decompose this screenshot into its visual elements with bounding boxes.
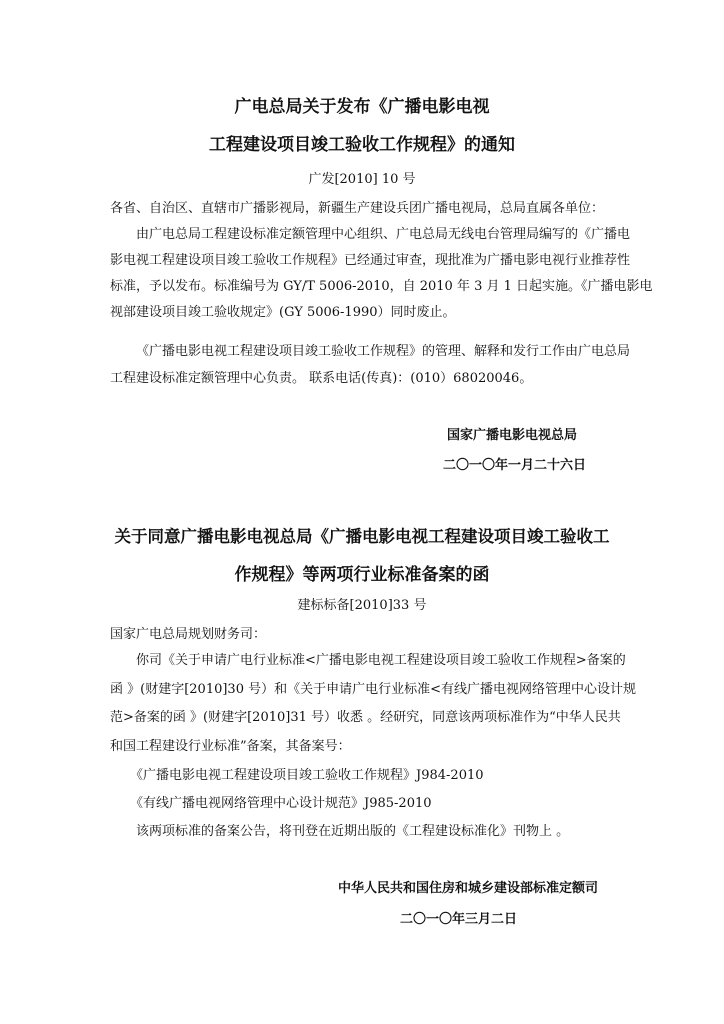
notice-1-para-1-line-3: 标准，予以发布。标准编号为 GY/T 5006-2010，自 2010 年 3 月 1 日起实施。《广播电影电 xyxy=(110,279,653,294)
notice-1-addressee: 各省、自治区、直辖市广播影视局，新疆生产建设兵团广播电视局，总局直属各单位： xyxy=(110,201,605,216)
notice-2-para-1-line-3: 范>备案的函 》(财建字[2010]31 号）收悉 。经研究，同意该两项标准作为“中华人民共 xyxy=(110,710,621,725)
notice-1-date: 二〇一〇年一月二十六日 xyxy=(443,458,587,473)
notice-2-para-1-line-1: 你司《关于申请广电行业标准<广播电影电视工程建设项目竣工验收工作规程>备案的 xyxy=(136,653,626,668)
notice-1-para-1-line-2: 影电视工程建设项目竣工验收工作规程》已经通过审查，现批准为广播电影电视行业推荐性 xyxy=(110,253,631,268)
notice-2-standard-item-1: 《广播电影电视工程建设项目竣工验收工作规程》J984-2010 xyxy=(130,768,484,783)
notice-2-signature: 中华人民共和国住房和城乡建设部标准定额司 xyxy=(338,881,599,896)
notice-1-para-2-line-2: 工程建设标准定额管理中心负责。 联系电话(传真)：(010）68020046。 xyxy=(110,371,533,386)
notice-2-para-1-line-4: 和国工程建设行业标准”备案，其备案号： xyxy=(110,739,351,754)
notice-2-closing: 该两项标准的备案公告，将刊登在近期出版的《工程建设标准化》刊物上 。 xyxy=(136,824,570,839)
notice-1-doc-number: 广发[2010] 10 号 xyxy=(308,172,416,187)
notice-1-title-line-1: 广电总局关于发布《广播电影电视 xyxy=(234,97,490,117)
notice-2-date: 二〇一〇年三月二日 xyxy=(400,912,518,927)
notice-2-addressee: 国家广电总局规划财务司： xyxy=(110,627,267,642)
notice-1-title-line-2: 工程建设项目竣工验收工作规程》的通知 xyxy=(209,135,515,155)
notice-1-para-1-line-4: 视部建设项目竣工验收规定》(GY 5006-1990）同时废止。 xyxy=(110,305,456,320)
notice-2-para-1-line-2: 函 》(财建字[2010]30 号）和《关于申请广电行业标准<有线广播电视网络管理中心设计规 xyxy=(110,682,636,697)
notice-2-title-line-1: 关于同意广播电影电视总局《广播电影电视工程建设项目竣工验收工 xyxy=(114,527,610,546)
notice-1-signature: 国家广播电影电视总局 xyxy=(447,428,578,443)
notice-2-standard-item-2: 《有线广播电视网络管理中心设计规范》J985-2010 xyxy=(130,796,432,811)
notice-2-doc-number: 建标标备[2010]33 号 xyxy=(297,598,427,613)
notice-1-para-2-line-1: 《广播电影电视工程建设项目竣工验收工作规程》的管理、解释和发行工作由广电总局 xyxy=(136,344,631,359)
notice-1-para-1-line-1: 由广电总局工程建设标准定额管理中心组织、广电总局无线电台管理局编写的《广播电 xyxy=(136,227,631,242)
notice-2-title-line-2: 作规程》等两项行业标准备案的函 xyxy=(234,565,490,585)
